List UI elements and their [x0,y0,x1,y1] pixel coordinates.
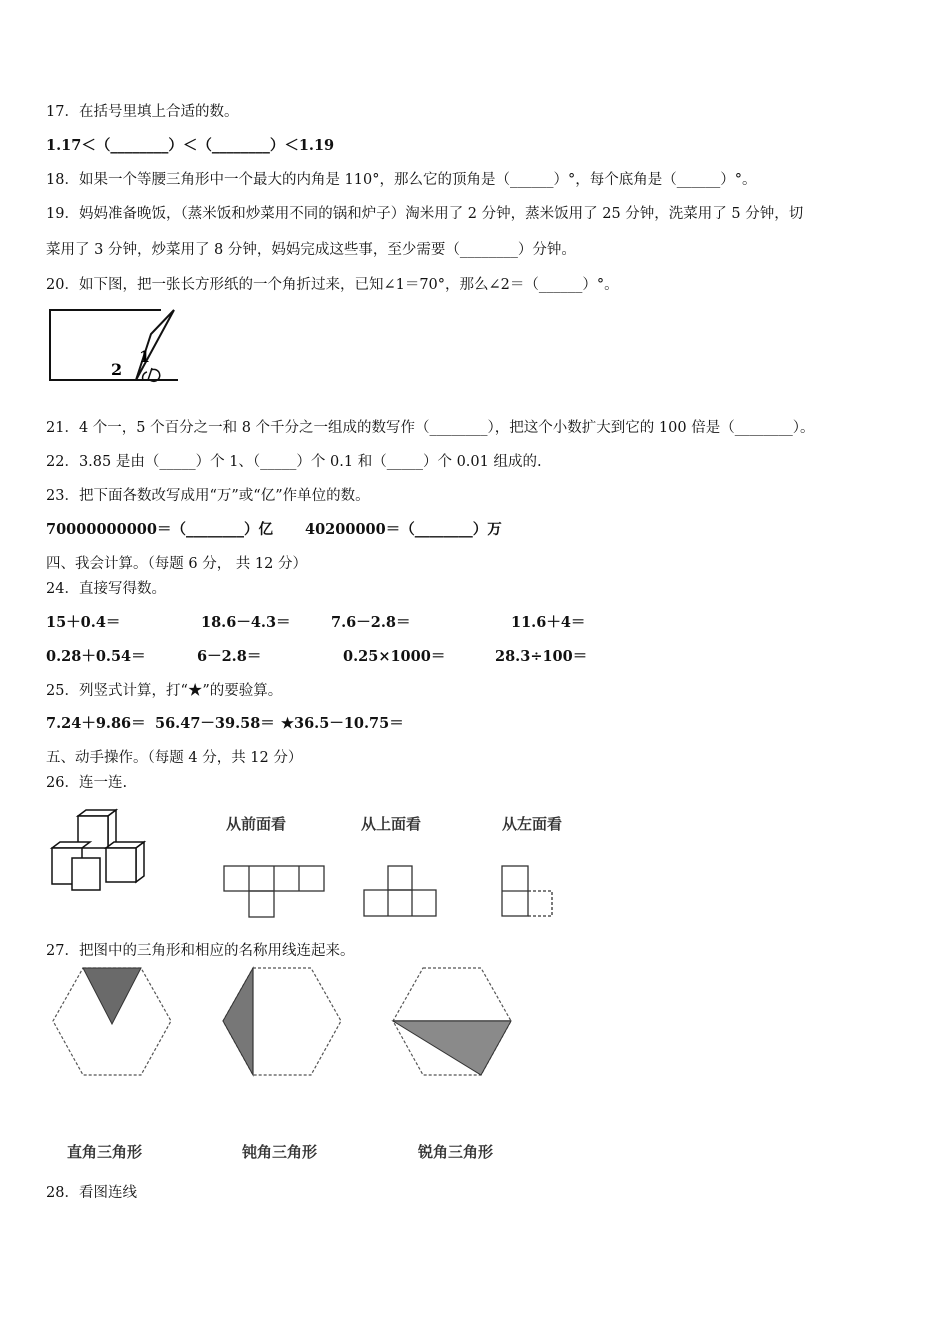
q25-item: ★36.5－10.75＝ [281,715,404,732]
q21-text: 21．4 个一，5 个百分之一和 8 个千分之一组成的数写作（________），把这个小数扩大到它的 100 倍是（________）。 [46,420,815,436]
q24-expr: 18.6－4.3＝ [201,614,291,631]
q25-item: 56.47－39.58＝ [155,715,275,732]
angle-2-label: 2 [111,360,123,379]
q24-expr: 0.25×1000＝ [343,648,446,665]
hexagon-figure-1[interactable] [50,966,174,1080]
section5-heading: 五、动手操作。（每题 4 分，共 12 分） [46,750,303,766]
hexagon-figure-2[interactable] [220,966,344,1080]
q26-title: 26．连一连. [46,775,128,791]
q23-item1: 70000000000＝（________）亿 [46,521,273,538]
q24-expr: 11.6＋4＝ [511,614,586,631]
cube-stack-figure [46,808,151,893]
angle-1-label: 1 [139,347,151,366]
q20-text: 20．如下图，把一张长方形纸的一个角折过来，已知∠1＝70°，那么∠2＝（______）°。 [46,277,619,293]
q17-line: 1.17＜（________）＜（________）＜1.19 [46,137,335,154]
q25-item: 7.24＋9.86＝ [46,715,146,732]
q18-text: 18．如果一个等腰三角形中一个最大的内角是 110°，那么它的顶角是（______）°，每个底角是（______）°。 [46,172,757,188]
left-view-shape[interactable] [500,864,556,920]
view-label-top: 从上面看 [361,815,422,833]
q25-title: 25．列竖式计算，打“★”的要验算。 [46,683,283,699]
name-obtuse-triangle[interactable]: 钝角三角形 [242,1143,318,1161]
q24-expr: 15＋0.4＝ [46,614,121,631]
q23-item2: 40200000＝（________）万 [305,521,502,538]
q24-expr: 0.28＋0.54＝ [46,648,146,665]
q24-expr: 28.3÷100＝ [495,648,588,665]
hexagon-figure-3[interactable] [390,966,514,1080]
name-acute-triangle[interactable]: 锐角三角形 [418,1143,494,1161]
q17-title: 17．在括号里填上合适的数。 [46,104,239,120]
folded-rectangle-figure [46,304,186,386]
q19-line1: 19．妈妈准备晚饭，（蒸米饭和炒菜用不同的锅和炉子）淘米用了 2 分钟，蒸米饭用了 25 分钟，洗菜用了 5 分钟，切 [46,206,804,222]
q24-title: 24．直接写得数。 [46,581,166,597]
front-view-shape[interactable] [222,864,326,920]
q22-text: 22．3.85 是由（_____）个 1、（_____）个 0.1 和（_____）个 0.01 组成的. [46,454,542,470]
view-label-left: 从左面看 [502,815,563,833]
view-label-front: 从前面看 [226,815,287,833]
q27-title: 27．把图中的三角形和相应的名称用线连起来。 [46,943,355,959]
q24-expr: 6－2.8＝ [197,648,262,665]
q19-line2: 菜用了 3 分钟，炒菜用了 8 分钟，妈妈完成这些事，至少需要（________）分钟。 [46,242,576,258]
top-view-shape[interactable] [362,864,440,920]
q24-expr: 7.6－2.8＝ [331,614,411,631]
q23-title: 23．把下面各数改写成用“万”或“亿”作单位的数。 [46,488,370,504]
name-right-triangle[interactable]: 直角三角形 [67,1143,143,1161]
q28-title: 28．看图连线 [46,1185,137,1201]
section4-heading: 四、我会计算。（每题 6 分， 共 12 分） [46,556,307,572]
